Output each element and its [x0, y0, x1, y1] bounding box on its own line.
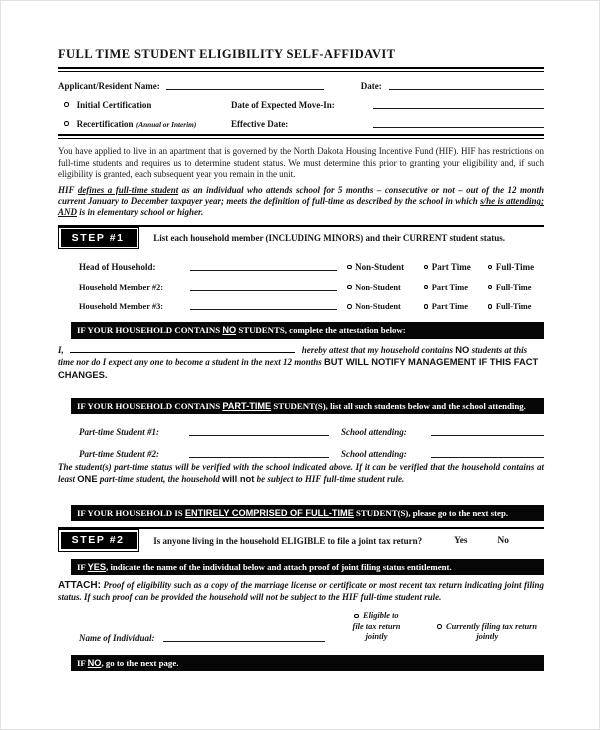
eligible-radio[interactable] [354, 614, 359, 619]
name-of-individual-label: Name of Individual: [79, 632, 155, 643]
eligible-line1: Eligible to [363, 611, 399, 621]
step1-header [58, 225, 544, 250]
part-time-student1-row [79, 427, 544, 437]
date-field[interactable] [389, 89, 544, 90]
full-time-label: Full-Time [495, 262, 535, 273]
step1-instruction: List each household member (INCLUDING MINORS) and their CURRENT student status. [153, 233, 506, 244]
school-attending-label: School attending: [341, 449, 407, 460]
step2-label: STEP #2 [61, 532, 137, 550]
member2-field[interactable] [190, 290, 337, 291]
intro-paragraph: You have applied to live in an apartment that is governed by the North Dakota Housing Incentive Fund (HIF). HIF has restrictions on full-time students and requires us to determine student status. We must determine this prior to granting your eligibility and, if such eligibility is granted, each subsequent year you remain in the unit. [58, 146, 544, 180]
notify-management-notice: BUT WILL NOTIFY MANAGEMENT IF THIS FACT CHANGES. [58, 356, 539, 381]
initial-certification-radio[interactable] [64, 102, 69, 107]
currently-line2: jointly [476, 632, 499, 642]
currently-filing-radio[interactable] [437, 624, 442, 629]
non-student-label: Non-Student [355, 262, 405, 273]
applicant-name-row [58, 79, 544, 91]
m2-non-student-radio[interactable] [347, 285, 352, 290]
step2-badge [58, 529, 139, 552]
effective-date-label: Effective Date: [231, 119, 289, 129]
attestation-i-label: I, [58, 344, 64, 355]
attach-paragraph: ATTACH: Proof of eligibility such as a copy of the marriage license or certificate or most recent tax return indicating joint filing status. If such proof can be provided the household will not be subject to the HIF full-time student rule. [58, 580, 544, 602]
head-of-household-row [79, 262, 544, 272]
non-student-label: Non-Student [355, 302, 401, 312]
currently-line1: Currently filing tax return [446, 621, 538, 631]
step2-question-row [153, 536, 544, 546]
recertification-label: Recertification (Annual or Interim) [76, 119, 197, 129]
hoh-non-student-radio[interactable] [347, 265, 352, 270]
applicant-name-label: Applicant/Resident Name: [58, 81, 160, 91]
no-students-bar: IF YOUR HOUSEHOLD CONTAINS NO STUDENTS, complete the attestation below: [71, 322, 544, 339]
hoh-full-time-radio[interactable] [488, 265, 493, 270]
m3-non-student-radio[interactable] [347, 304, 352, 309]
attestation-paragraph: I, hereby attest that my household contains NO students at this time nor do I expect any one to become a student in the next 12 months BUT WILL NOTIFY MANAGEMENT IF THIS FACT CHANGES. [58, 343, 539, 381]
recertification-row [58, 117, 544, 129]
step2-question: Is anyone living in the household ELIGIBLE to file a joint tax return? [153, 535, 423, 546]
page-title: FULL TIME STUDENT ELIGIBILITY SELF-AFFIDAVIT [58, 47, 396, 61]
divider-top [58, 67, 544, 72]
member3-field[interactable] [190, 309, 337, 310]
eligible-line2: file tax return [352, 621, 401, 631]
pt-student1-field[interactable] [189, 435, 329, 436]
part-time-bar: IF YOUR HOUSEHOLD CONTAINS PART-TIME STUDENT(S), list all such students below and the school attending. [71, 398, 544, 415]
full-time-bar: IF YOUR HOUSEHOLD IS ENTIRELY COMPRISED OF FULL-TIME STUDENT(S), please go to the next step. [71, 505, 544, 522]
part-time-label: Part Time [431, 282, 469, 292]
attach-label: ATTACH: [58, 580, 101, 592]
member3-row [79, 302, 544, 311]
name-of-individual-field[interactable] [163, 641, 325, 642]
m3-full-time-radio[interactable] [488, 304, 493, 309]
step1-label: STEP #1 [61, 229, 137, 247]
date-label: Date: [360, 81, 382, 91]
attestation-name-field[interactable] [70, 345, 295, 353]
step2-header [58, 527, 544, 552]
pt-student2-school-field[interactable] [431, 457, 544, 458]
m2-part-time-radio[interactable] [424, 285, 429, 290]
m2-full-time-radio[interactable] [488, 285, 493, 290]
member3-label: Household Member #3: [79, 302, 164, 312]
no-option[interactable]: No [497, 535, 509, 546]
part-time-note: The student(s) part-time status will be verified with the school indicated above. If it can be verified that the household contains at least ONE part-time student, the household will not be subject to HIF full-time student rule. [58, 462, 544, 485]
part-time-student2-row [79, 449, 544, 459]
hoh-part-time-radio[interactable] [424, 265, 429, 270]
m3-part-time-radio[interactable] [424, 304, 429, 309]
full-time-label: Full-Time [495, 282, 532, 292]
move-in-field[interactable] [373, 108, 544, 109]
effective-date-field[interactable] [373, 127, 544, 128]
head-of-household-label: Head of Household: [79, 262, 156, 273]
school-attending-label: School attending: [341, 427, 407, 438]
recertification-radio[interactable] [64, 121, 69, 126]
eligible-option [329, 611, 425, 643]
eligible-line3: jointly [365, 632, 388, 642]
head-of-household-field[interactable] [190, 270, 337, 271]
member2-row [79, 283, 544, 292]
non-student-label: Non-Student [355, 282, 401, 292]
if-yes-bar: IF YES, indicate the name of the individual below and attach proof of joint filing status entitlement. [71, 559, 544, 576]
joint-filing-row [79, 611, 544, 643]
pt-student2-field[interactable] [189, 457, 329, 458]
initial-certification-label: Initial Certification [76, 100, 152, 110]
initial-certification-row [58, 98, 544, 110]
definition-paragraph: HIF defines a full-time student as an individual who attends school for 5 months – consecutive or not – out of the 12 month current January to December taxpayer year; meets the definition of full-time as described by the school in which s/he is attending; AND is in elementary school or higher. [58, 184, 545, 218]
part-time-label: Part Time [431, 302, 469, 312]
step1-badge [58, 227, 139, 250]
part-time-label: Part Time [431, 262, 471, 273]
if-no-bar: IF NO, go to the next page. [71, 655, 544, 672]
currently-filing-option [431, 622, 545, 643]
pt-student2-label: Part-time Student #2: [79, 449, 160, 460]
full-time-label: Full-Time [495, 302, 532, 312]
pt-student1-school-field[interactable] [431, 435, 544, 436]
applicant-name-field[interactable] [166, 89, 324, 90]
pt-student1-label: Part-time Student #1: [79, 427, 160, 438]
divider-header-bottom [58, 134, 544, 139]
yes-option[interactable]: Yes [454, 535, 468, 546]
move-in-label: Date of Expected Move-In: [231, 100, 335, 110]
member2-label: Household Member #2: [79, 282, 164, 292]
recertification-note: (Annual or Interim) [135, 120, 197, 129]
